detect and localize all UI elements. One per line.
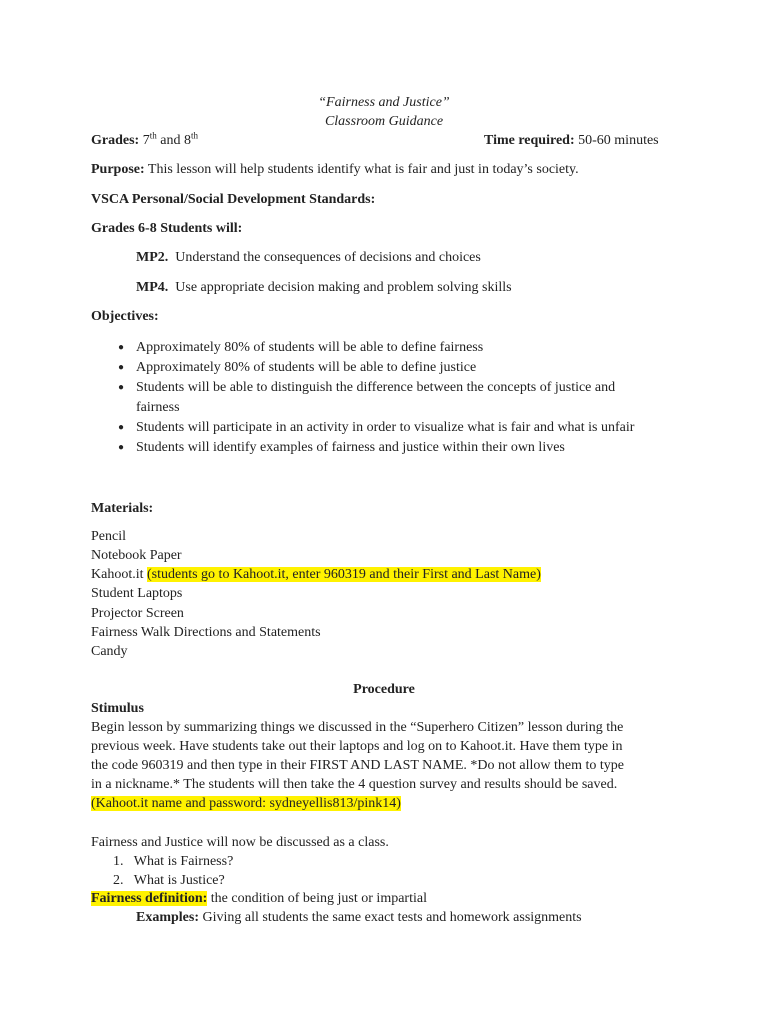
question-number: 1. [113, 854, 124, 869]
stimulus-heading: Stimulus [91, 701, 144, 716]
grade-8: and 8 [160, 133, 191, 148]
grades-line [91, 130, 198, 149]
grade-7: 7 [142, 133, 150, 148]
material-item: Fairness Walk Directions and Statements [91, 625, 321, 640]
time-label: Time required: [484, 133, 575, 148]
document-subtitle: Classroom Guidance [324, 114, 444, 129]
kahoot-note: (students go to Kahoot.it, enter 960319 and their First and Last Name) [147, 567, 541, 582]
question-item [113, 854, 233, 870]
stimulus-text: the code 960319 and then type in their FIRST AND LAST NAME. *Do not allow them to type [91, 758, 624, 773]
objective-item: Students will identify examples of fairness and justice within their own lives [136, 440, 565, 455]
question-item [113, 873, 225, 889]
fairness-examples [136, 910, 582, 926]
objective-item: Approximately 80% of students will be able to define justice [136, 360, 477, 375]
objective-item-continued: fairness [136, 400, 180, 415]
material-item: Projector Screen [91, 606, 184, 621]
bullet-icon: ● [118, 342, 125, 353]
purpose-line [91, 162, 579, 178]
bullet-icon: ● [118, 422, 125, 433]
grade-8-suffix: th [190, 130, 198, 141]
discussion-text: Fairness and Justice will now be discussed as a class. [91, 835, 389, 850]
question-text: What is Justice? [133, 873, 225, 888]
stimulus-text: in a nickname.* The students will then take the 4 question survey and results should be saved. [91, 777, 618, 792]
objectives-heading: Objectives: [91, 309, 159, 324]
material-item: Candy [91, 644, 128, 659]
procedure-heading: Procedure [353, 682, 415, 697]
standard-text: Use appropriate decision making and problem solving skills [175, 280, 512, 295]
definition-label: Fairness definition: [91, 891, 208, 906]
bullet-icon: ● [118, 362, 125, 373]
stimulus-text: Begin lesson by summarizing things we discussed in the “Superhero Citizen” lesson during the [91, 720, 624, 735]
materials-heading: Materials: [91, 501, 154, 516]
material-item: Pencil [91, 529, 126, 544]
standard-text: Understand the consequences of decisions and choices [175, 250, 481, 265]
material-item-kahoot [91, 567, 541, 583]
standard-code: MP4. [136, 280, 169, 295]
kahoot-label: Kahoot.it [91, 567, 144, 582]
material-item: Notebook Paper [91, 548, 182, 563]
grades-label: Grades: [91, 133, 140, 148]
question-number: 2. [113, 873, 124, 888]
time-value: 50-60 minutes [578, 133, 659, 148]
standard-code: MP2. [136, 250, 169, 265]
objective-item: Approximately 80% of students will be able to define fairness [136, 340, 484, 355]
document-title: “Fairness and Justice” [318, 95, 450, 110]
time-required [484, 133, 659, 149]
credentials-note [91, 796, 401, 812]
examples-label: Examples: [136, 910, 199, 925]
standard-mp2 [136, 250, 481, 266]
credentials-text: (Kahoot.it name and password: sydneyellis813/pink14) [91, 796, 401, 811]
material-item: Student Laptops [91, 586, 183, 601]
bullet-icon: ● [118, 382, 125, 393]
examples-text: Giving all students the same exact tests and homework assignments [202, 910, 582, 925]
standard-mp4 [136, 280, 512, 296]
grades-heading: Grades 6-8 Students will: [91, 221, 243, 236]
fairness-definition [91, 891, 427, 907]
objective-item: Students will participate in an activity in order to visualize what is fair and what is unfair [136, 420, 635, 435]
grade-7-suffix: th [149, 130, 157, 141]
purpose-text: This lesson will help students identify what is fair and just in today’s society. [147, 162, 579, 177]
bullet-icon: ● [118, 442, 125, 453]
standards-heading: VSCA Personal/Social Development Standards: [91, 192, 376, 207]
stimulus-text: previous week. Have students take out their laptops and log on to Kahoot.it. Have them type in [91, 739, 623, 754]
question-text: What is Fairness? [133, 854, 234, 869]
purpose-label: Purpose: [91, 162, 145, 177]
definition-text: the condition of being just or impartial [210, 891, 427, 906]
objective-item: Students will be able to distinguish the difference between the concepts of justice and [136, 380, 616, 395]
